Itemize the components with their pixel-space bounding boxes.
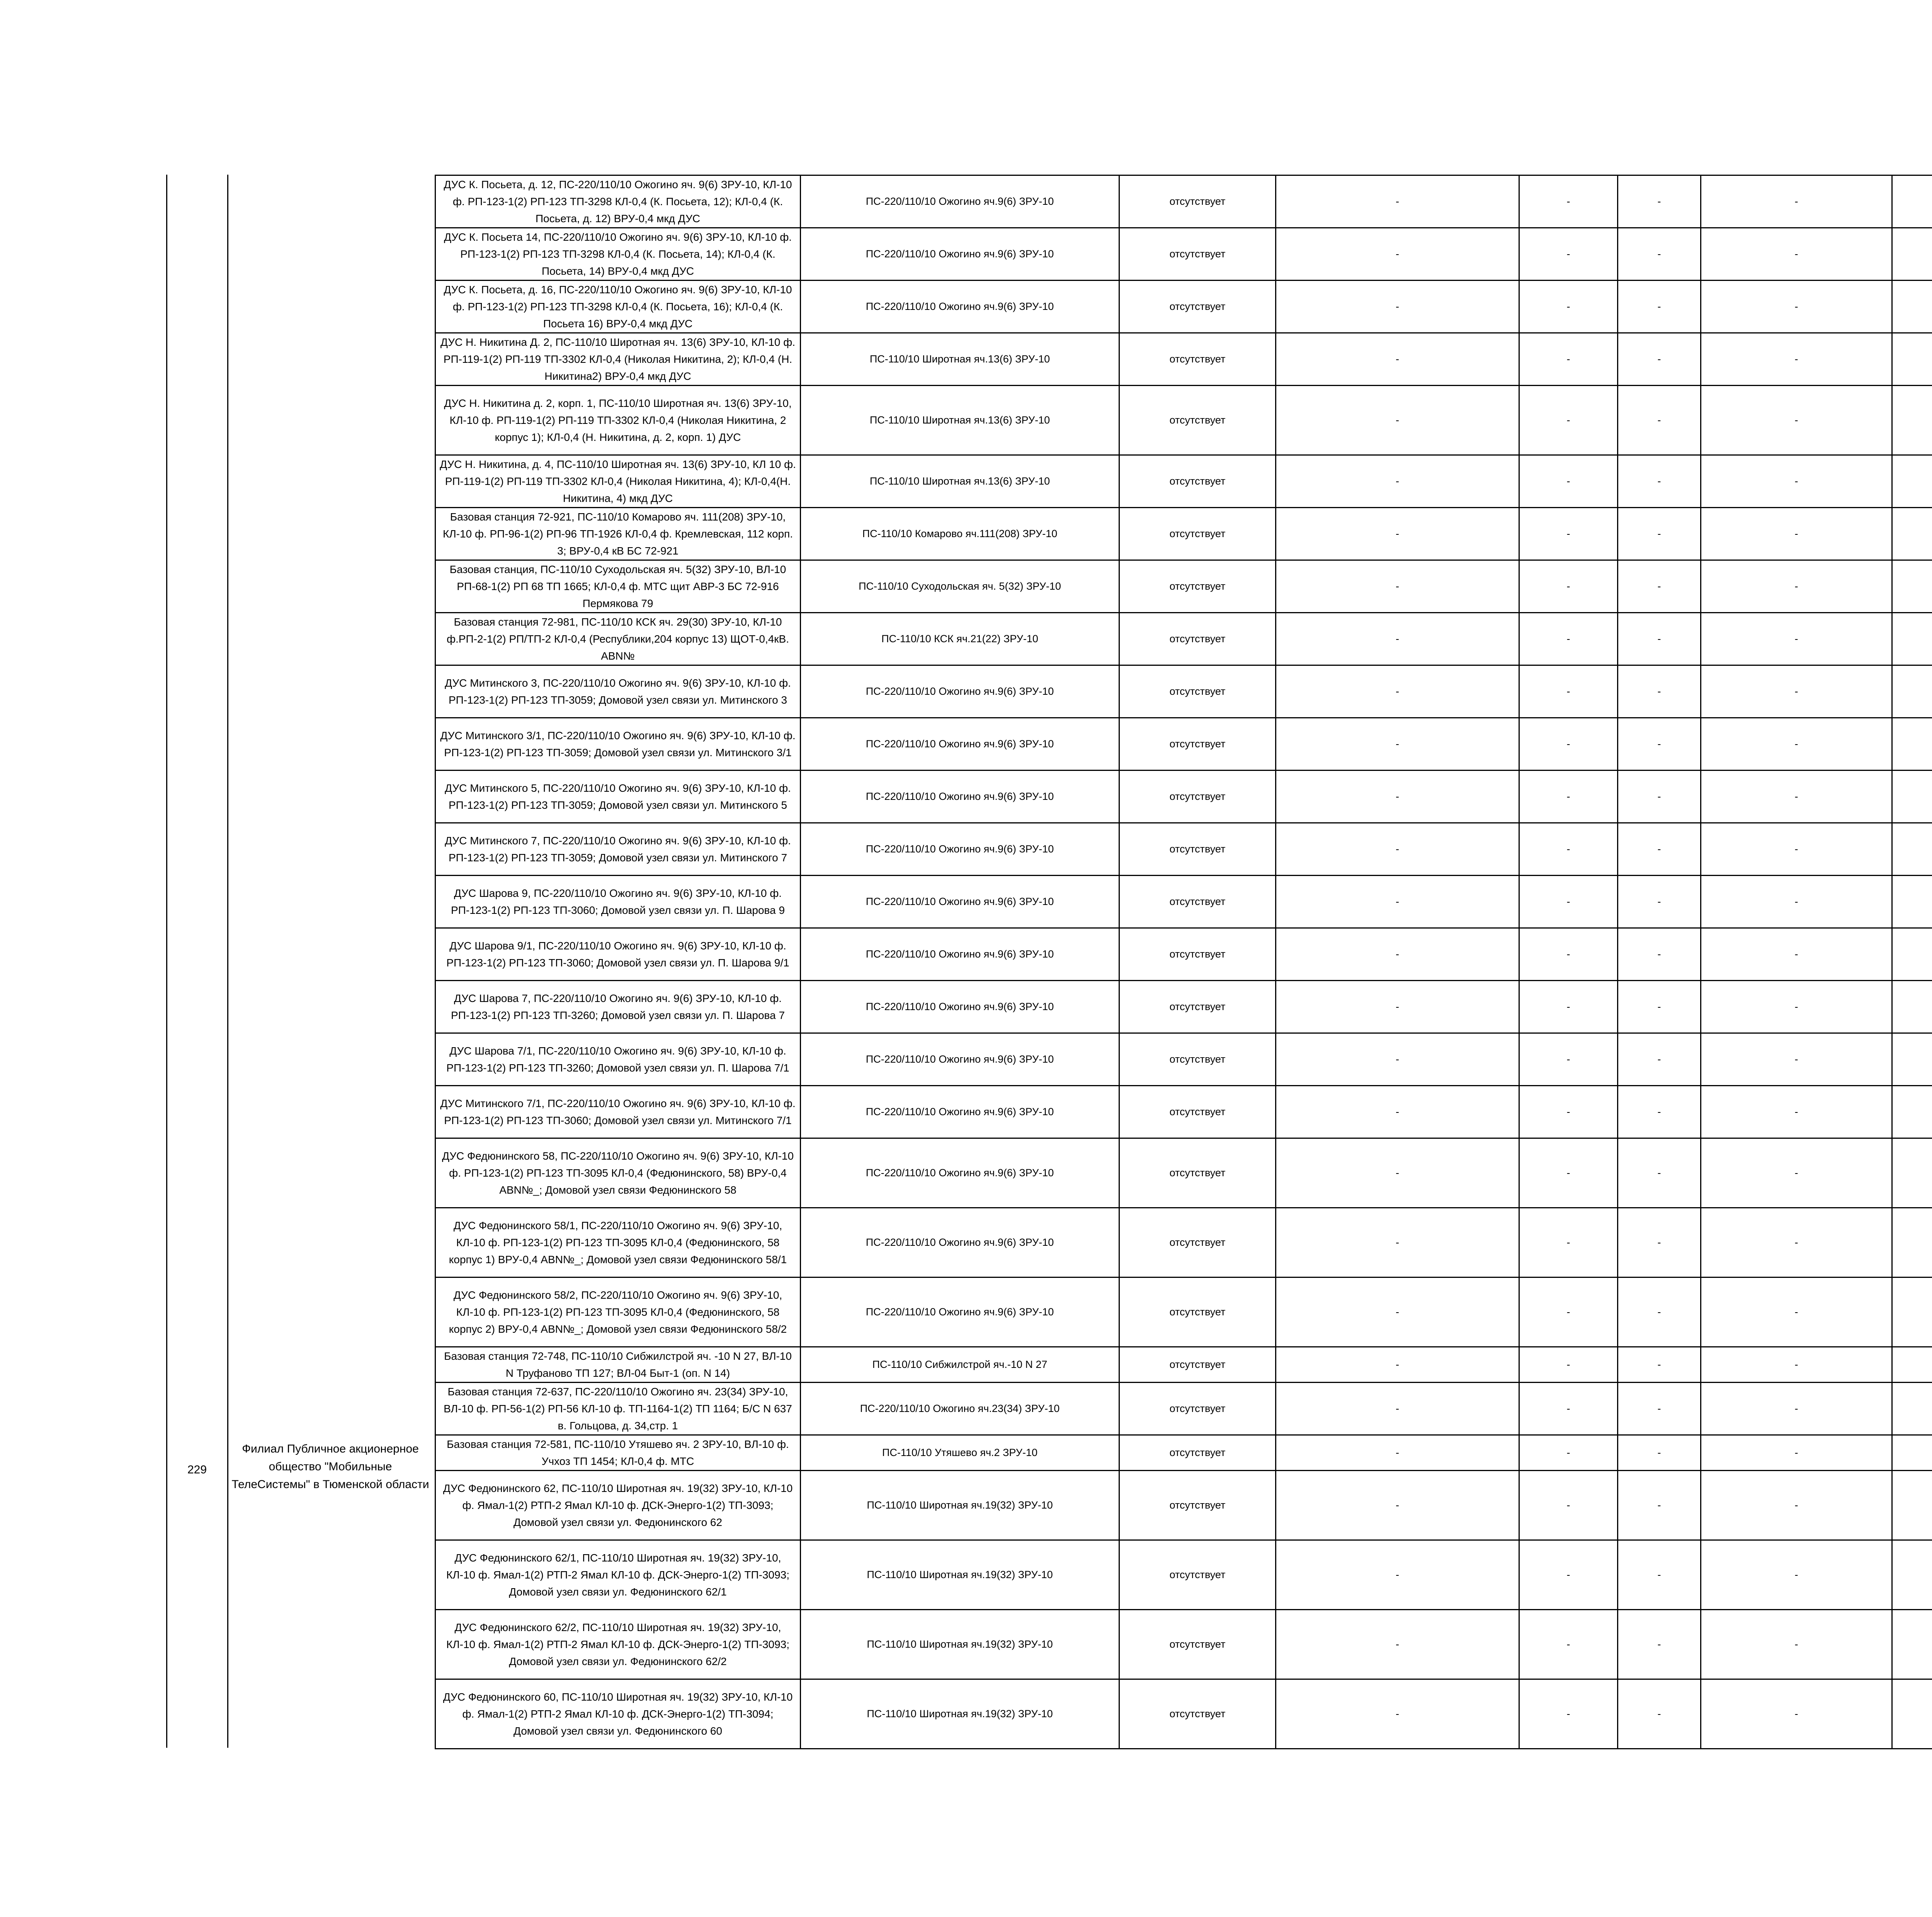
cell-substation: ПС-110/10 Широтная яч.19(32) ЗРУ-10 <box>801 1610 1119 1679</box>
cell-description: ДУС Федюнинского 62/2, ПС-110/10 Широтная яч. 19(32) ЗРУ-10, КЛ-10 ф. Ямал-1(2) РТП-2 Ямал КЛ-10 ф. ДСК-Энерго-1(2) ТП-3093; Домовой узел связи ул. Федюнинского 62/2 <box>435 1610 801 1679</box>
cell-description: ДУС Митинского 3/1, ПС-220/110/10 Ожогино яч. 9(6) ЗРУ-10, КЛ-10 ф. РП-123-1(2) РП-123 ТП-3059; Домовой узел связи ул. Митинского 3/1 <box>435 718 801 771</box>
cell-col4: - <box>1276 823 1519 876</box>
cell-col5: - <box>1519 613 1618 665</box>
cell-col5: - <box>1519 1208 1618 1277</box>
table-row <box>435 771 1932 823</box>
cell-col4: - <box>1276 1208 1519 1277</box>
cell-col7: - <box>1701 1383 1892 1435</box>
cell-col7: - <box>1701 175 1892 228</box>
cell-col7: - <box>1701 823 1892 876</box>
cell-substation: ПС-110/10 Широтная яч.13(6) ЗРУ-10 <box>801 333 1119 386</box>
cell-description: Базовая станция 72-748, ПС-110/10 Сибжилстрой яч. -10 N 27, ВЛ-10 N Труфаново ТП 127; ВЛ-04 Быт-1 (оп. N 14) <box>435 1347 801 1383</box>
cell-col5: - <box>1519 175 1618 228</box>
cell-description: Базовая станция 72-581, ПС-110/10 Утяшево яч. 2 ЗРУ-10, ВЛ-10 ф. Учхоз ТП 1454; КЛ-0,4 ф. МТС <box>435 1435 801 1471</box>
cell-status: отсутствует <box>1119 1033 1276 1086</box>
cell-col8 <box>1892 1033 1932 1086</box>
cell-description: ДУС К. Посьета, д. 12, ПС-220/110/10 Ожогино яч. 9(6) ЗРУ-10, КЛ-10 ф. РП-123-1(2) РП-123 ТП-3298 КЛ-0,4 (К. Посьета, 12); КЛ-0,4 (К. Посьета, д. 12) ВРУ-0,4 мкд ДУС <box>435 175 801 228</box>
cell-col6: - <box>1618 1679 1701 1749</box>
cell-col8 <box>1892 1347 1932 1383</box>
cell-col6: - <box>1618 876 1701 928</box>
cell-col6: - <box>1618 771 1701 823</box>
cell-col7: - <box>1701 1471 1892 1540</box>
cell-substation: ПС-220/110/10 Ожогино яч.9(6) ЗРУ-10 <box>801 1086 1119 1138</box>
table-row <box>435 876 1932 928</box>
cell-col8 <box>1892 1208 1932 1277</box>
cell-col7: - <box>1701 981 1892 1033</box>
cell-status: отсутствует <box>1119 981 1276 1033</box>
cell-col8 <box>1892 1540 1932 1610</box>
cell-status: отсутствует <box>1119 455 1276 508</box>
cell-col4: - <box>1276 1347 1519 1383</box>
cell-col7: - <box>1701 1086 1892 1138</box>
table-row <box>435 981 1932 1033</box>
cell-status: отсутствует <box>1119 1610 1276 1679</box>
cell-description: ДУС Федюнинского 58/1, ПС-220/110/10 Ожогино яч. 9(6) ЗРУ-10, КЛ-10 ф. РП-123-1(2) РП-123 ТП-3095 КЛ-0,4 (Федюнинского, 58 корпус 1) ВРУ-0,4 АВN№_; Домовой узел связи Федюнинского 58/1 <box>435 1208 801 1277</box>
cell-status: отсутствует <box>1119 665 1276 718</box>
cell-col8 <box>1892 386 1932 455</box>
cell-col4: - <box>1276 981 1519 1033</box>
cell-col4: - <box>1276 665 1519 718</box>
cell-substation: ПС-220/110/10 Ожогино яч.23(34) ЗРУ-10 <box>801 1383 1119 1435</box>
table-row <box>435 281 1932 333</box>
cell-col4: - <box>1276 1540 1519 1610</box>
table-row <box>435 1435 1932 1471</box>
cell-status: отсутствует <box>1119 1208 1276 1277</box>
cell-col7: - <box>1701 613 1892 665</box>
cell-col6: - <box>1618 613 1701 665</box>
cell-status: отсутствует <box>1119 1347 1276 1383</box>
cell-col4: - <box>1276 876 1519 928</box>
cell-col6: - <box>1618 1435 1701 1471</box>
cell-col6: - <box>1618 1086 1701 1138</box>
table-row <box>435 823 1932 876</box>
table-row <box>435 386 1932 455</box>
cell-col6: - <box>1618 1471 1701 1540</box>
table-row <box>435 1679 1932 1749</box>
cell-substation: ПС-110/10 КСК яч.21(22) ЗРУ-10 <box>801 613 1119 665</box>
table-row <box>435 455 1932 508</box>
cell-substation: ПС-110/10 Широтная яч.19(32) ЗРУ-10 <box>801 1540 1119 1610</box>
table-row <box>435 928 1932 981</box>
table-row <box>435 1383 1932 1435</box>
cell-col4: - <box>1276 560 1519 613</box>
cell-col4: - <box>1276 1033 1519 1086</box>
cell-description: ДУС Н. Никитина, д. 4, ПС-110/10 Широтная яч. 13(6) ЗРУ-10, КЛ 10 ф. РП-119-1(2) РП-119 ТП-3302 КЛ-0,4 (Николая Никитина, 4); КЛ-0,4(Н. Никитина, 4) мкд ДУС <box>435 455 801 508</box>
cell-col5: - <box>1519 928 1618 981</box>
cell-description: ДУС Митинского 7, ПС-220/110/10 Ожогино яч. 9(6) ЗРУ-10, КЛ-10 ф. РП-123-1(2) РП-123 ТП-3059; Домовой узел связи ул. Митинского 7 <box>435 823 801 876</box>
cell-col6: - <box>1618 1540 1701 1610</box>
table-row <box>435 1347 1932 1383</box>
cell-col6: - <box>1618 281 1701 333</box>
cell-col4: - <box>1276 1435 1519 1471</box>
group-column-border <box>166 175 167 1748</box>
cell-description: ДУС Шарова 9, ПС-220/110/10 Ожогино яч. 9(6) ЗРУ-10, КЛ-10 ф. РП-123-1(2) РП-123 ТП-3060; Домовой узел связи ул. П. Шарова 9 <box>435 876 801 928</box>
cell-col4: - <box>1276 228 1519 281</box>
cell-col4: - <box>1276 1471 1519 1540</box>
cell-col7: - <box>1701 1033 1892 1086</box>
cell-col5: - <box>1519 386 1618 455</box>
cell-col4: - <box>1276 281 1519 333</box>
cell-col4: - <box>1276 1679 1519 1749</box>
cell-col6: - <box>1618 1383 1701 1435</box>
cell-status: отсутствует <box>1119 928 1276 981</box>
cell-col8 <box>1892 1679 1932 1749</box>
cell-col6: - <box>1618 386 1701 455</box>
cell-col4: - <box>1276 1610 1519 1679</box>
cell-description: Базовая станция 72-921, ПС-110/10 Комарово яч. 111(208) ЗРУ-10, КЛ-10 ф. РП-96-1(2) РП-96 ТП-1926 КЛ-0,4 ф. Кремлевская, 112 корп. 3; ВРУ-0,4 кВ БС 72-921 <box>435 508 801 560</box>
table-row <box>435 1540 1932 1610</box>
cell-description: ДУС К. Посьета 14, ПС-220/110/10 Ожогино яч. 9(6) ЗРУ-10, КЛ-10 ф. РП-123-1(2) РП-123 ТП-3298 КЛ-0,4 (К. Посьета, 14); КЛ-0,4 (К. Посьета, 14) ВРУ-0,4 мкд ДУС <box>435 228 801 281</box>
cell-col7: - <box>1701 876 1892 928</box>
cell-col5: - <box>1519 823 1618 876</box>
cell-col7: - <box>1701 333 1892 386</box>
cell-col6: - <box>1618 1033 1701 1086</box>
table-row <box>435 1138 1932 1208</box>
table-row <box>435 228 1932 281</box>
cell-col5: - <box>1519 333 1618 386</box>
cell-status: отсутствует <box>1119 333 1276 386</box>
cell-substation: ПС-220/110/10 Ожогино яч.9(6) ЗРУ-10 <box>801 981 1119 1033</box>
cell-col8 <box>1892 281 1932 333</box>
cell-description: ДУС К. Посьета, д. 16, ПС-220/110/10 Ожогино яч. 9(6) ЗРУ-10, КЛ-10 ф. РП-123-1(2) РП-123 ТП-3298 КЛ-0,4 (К. Посьета, 16); КЛ-0,4 (К. Посьета 16) ВРУ-0,4 мкд ДУС <box>435 281 801 333</box>
cell-col5: - <box>1519 718 1618 771</box>
cell-col5: - <box>1519 455 1618 508</box>
cell-col4: - <box>1276 333 1519 386</box>
cell-substation: ПС-220/110/10 Ожогино яч.9(6) ЗРУ-10 <box>801 1208 1119 1277</box>
cell-col8 <box>1892 1277 1932 1347</box>
cell-col8 <box>1892 823 1932 876</box>
cell-status: отсутствует <box>1119 175 1276 228</box>
cell-col7: - <box>1701 281 1892 333</box>
cell-col8 <box>1892 771 1932 823</box>
cell-substation: ПС-220/110/10 Ожогино яч.9(6) ЗРУ-10 <box>801 928 1119 981</box>
cell-col5: - <box>1519 560 1618 613</box>
cell-substation: ПС-110/10 Широтная яч.13(6) ЗРУ-10 <box>801 455 1119 508</box>
cell-col5: - <box>1519 1679 1618 1749</box>
cell-col5: - <box>1519 1086 1618 1138</box>
cell-col7: - <box>1701 386 1892 455</box>
cell-col7: - <box>1701 1540 1892 1610</box>
cell-col5: - <box>1519 228 1618 281</box>
cell-col8 <box>1892 1086 1932 1138</box>
cell-substation: ПС-110/10 Суходольская яч. 5(32) ЗРУ-10 <box>801 560 1119 613</box>
cell-description: ДУС Федюнинского 60, ПС-110/10 Широтная яч. 19(32) ЗРУ-10, КЛ-10 ф. Ямал-1(2) РТП-2 Ямал КЛ-10 ф. ДСК-Энерго-1(2) ТП-3094; Домовой узел связи ул. Федюнинского 60 <box>435 1679 801 1749</box>
cell-col8 <box>1892 175 1932 228</box>
cell-col6: - <box>1618 1347 1701 1383</box>
cell-col6: - <box>1618 823 1701 876</box>
cell-description: ДУС Федюнинского 58/2, ПС-220/110/10 Ожогино яч. 9(6) ЗРУ-10, КЛ-10 ф. РП-123-1(2) РП-123 ТП-3095 КЛ-0,4 (Федюнинского, 58 корпус 2) ВРУ-0,4 АВN№_; Домовой узел связи Федюнинского 58/2 <box>435 1277 801 1347</box>
cell-col8 <box>1892 1435 1932 1471</box>
cell-description: Базовая станция 72-637, ПС-220/110/10 Ожогино яч. 23(34) ЗРУ-10, ВЛ-10 ф. РП-56-1(2) РП-56 КЛ-10 ф. ТП-1164-1(2) ТП 1164; Б/С N 637 в. Гольцова, д. 34,стр. 1 <box>435 1383 801 1435</box>
cell-substation: ПС-110/10 Широтная яч.19(32) ЗРУ-10 <box>801 1471 1119 1540</box>
cell-col5: - <box>1519 281 1618 333</box>
table-row <box>435 1033 1932 1086</box>
cell-status: отсутствует <box>1119 1086 1276 1138</box>
cell-substation: ПС-220/110/10 Ожогино яч.9(6) ЗРУ-10 <box>801 281 1119 333</box>
cell-col6: - <box>1618 333 1701 386</box>
cell-col7: - <box>1701 1138 1892 1208</box>
cell-col8 <box>1892 1471 1932 1540</box>
cell-description: ДУС Митинского 5, ПС-220/110/10 Ожогино яч. 9(6) ЗРУ-10, КЛ-10 ф. РП-123-1(2) РП-123 ТП-3059; Домовой узел связи ул. Митинского 5 <box>435 771 801 823</box>
cell-status: отсутствует <box>1119 876 1276 928</box>
cell-substation: ПС-220/110/10 Ожогино яч.9(6) ЗРУ-10 <box>801 718 1119 771</box>
cell-col5: - <box>1519 1471 1618 1540</box>
cell-col4: - <box>1276 1086 1519 1138</box>
cell-col8 <box>1892 876 1932 928</box>
table-row <box>435 1208 1932 1277</box>
cell-col7: - <box>1701 1679 1892 1749</box>
cell-col4: - <box>1276 508 1519 560</box>
table-row <box>435 1277 1932 1347</box>
cell-substation: ПС-110/10 Сибжилстрой яч.-10 N 27 <box>801 1347 1119 1383</box>
cell-status: отсутствует <box>1119 823 1276 876</box>
cell-description: ДУС Н. Никитина д. 2, корп. 1, ПС-110/10 Широтная яч. 13(6) ЗРУ-10, КЛ-10 ф. РП-119-1(2) РП-119 ТП-3302 КЛ-0,4 (Николая Никитина, 2 корпус 1); КЛ-0,4 (Н. Никитина, д. 2, корп. 1) ДУС <box>435 386 801 455</box>
cell-col5: - <box>1519 1610 1618 1679</box>
data-table <box>435 175 1932 1749</box>
cell-col6: - <box>1618 665 1701 718</box>
cell-description: ДУС Шарова 7/1, ПС-220/110/10 Ожогино яч. 9(6) ЗРУ-10, КЛ-10 ф. РП-123-1(2) РП-123 ТП-3260; Домовой узел связи ул. П. Шарова 7/1 <box>435 1033 801 1086</box>
cell-col5: - <box>1519 1277 1618 1347</box>
cell-col5: - <box>1519 1138 1618 1208</box>
cell-col8 <box>1892 560 1932 613</box>
cell-col4: - <box>1276 1383 1519 1435</box>
cell-description: ДУС Федюнинского 62, ПС-110/10 Широтная яч. 19(32) ЗРУ-10, КЛ-10 ф. Ямал-1(2) РТП-2 Ямал КЛ-10 ф. ДСК-Энерго-1(2) ТП-3093; Домовой узел связи ул. Федюнинского 62 <box>435 1471 801 1540</box>
table-row <box>435 1610 1932 1679</box>
cell-col4: - <box>1276 455 1519 508</box>
cell-substation: ПС-220/110/10 Ожогино яч.9(6) ЗРУ-10 <box>801 665 1119 718</box>
cell-status: отсутствует <box>1119 560 1276 613</box>
cell-col8 <box>1892 928 1932 981</box>
cell-col5: - <box>1519 1033 1618 1086</box>
cell-col6: - <box>1618 455 1701 508</box>
cell-substation: ПС-110/10 Широтная яч.13(6) ЗРУ-10 <box>801 386 1119 455</box>
cell-col7: - <box>1701 1208 1892 1277</box>
cell-col8 <box>1892 455 1932 508</box>
cell-col6: - <box>1618 1208 1701 1277</box>
table-row <box>435 560 1932 613</box>
cell-col8 <box>1892 981 1932 1033</box>
table-row <box>435 665 1932 718</box>
cell-col8 <box>1892 718 1932 771</box>
cell-col7: - <box>1701 508 1892 560</box>
cell-status: отсутствует <box>1119 1679 1276 1749</box>
cell-col4: - <box>1276 928 1519 981</box>
cell-substation: ПС-220/110/10 Ожогино яч.9(6) ЗРУ-10 <box>801 876 1119 928</box>
cell-status: отсутствует <box>1119 508 1276 560</box>
cell-col6: - <box>1618 1138 1701 1208</box>
cell-status: отсутствует <box>1119 1138 1276 1208</box>
cell-col8 <box>1892 508 1932 560</box>
cell-col6: - <box>1618 560 1701 613</box>
table-row <box>435 1086 1932 1138</box>
cell-description: ДУС Федюнинского 62/1, ПС-110/10 Широтная яч. 19(32) ЗРУ-10, КЛ-10 ф. Ямал-1(2) РТП-2 Ямал КЛ-10 ф. ДСК-Энерго-1(2) ТП-3093; Домовой узел связи ул. Федюнинского 62/1 <box>435 1540 801 1610</box>
cell-description: ДУС Шарова 7, ПС-220/110/10 Ожогино яч. 9(6) ЗРУ-10, КЛ-10 ф. РП-123-1(2) РП-123 ТП-3260; Домовой узел связи ул. П. Шарова 7 <box>435 981 801 1033</box>
cell-substation: ПС-220/110/10 Ожогино яч.9(6) ЗРУ-10 <box>801 771 1119 823</box>
cell-description: ДУС Митинского 7/1, ПС-220/110/10 Ожогино яч. 9(6) ЗРУ-10, КЛ-10 ф. РП-123-1(2) РП-123 ТП-3060; Домовой узел связи ул. Митинского 7/1 <box>435 1086 801 1138</box>
cell-substation: ПС-110/10 Широтная яч.19(32) ЗРУ-10 <box>801 1679 1119 1749</box>
cell-substation: ПС-220/110/10 Ожогино яч.9(6) ЗРУ-10 <box>801 823 1119 876</box>
cell-status: отсутствует <box>1119 1277 1276 1347</box>
cell-col4: - <box>1276 613 1519 665</box>
organization-name: Филиал Публичное акционерное общество "Мобильные ТелеСистемы" в Тюменской области <box>231 1442 429 1491</box>
cell-description: ДУС Митинского 3, ПС-220/110/10 Ожогино яч. 9(6) ЗРУ-10, КЛ-10 ф. РП-123-1(2) РП-123 ТП-3059; Домовой узел связи ул. Митинского 3 <box>435 665 801 718</box>
cell-description: Базовая станция 72-981, ПС-110/10 КСК яч. 29(30) ЗРУ-10, КЛ-10 ф.РП-2-1(2) РП/ТП-2 КЛ-0,4 (Республики,204 корпус 13) ЩОТ-0,4кВ. АВN№ <box>435 613 801 665</box>
table-row <box>435 1471 1932 1540</box>
table-row <box>435 175 1932 228</box>
cell-col5: - <box>1519 1347 1618 1383</box>
table-row <box>435 613 1932 665</box>
cell-col7: - <box>1701 718 1892 771</box>
cell-substation: ПС-220/110/10 Ожогино яч.9(6) ЗРУ-10 <box>801 228 1119 281</box>
cell-status: отсутствует <box>1119 613 1276 665</box>
cell-col4: - <box>1276 718 1519 771</box>
cell-col4: - <box>1276 771 1519 823</box>
cell-description: Базовая станция, ПС-110/10 Суходольская яч. 5(32) ЗРУ-10, ВЛ-10 РП-68-1(2) РП 68 ТП 1665; КЛ-0,4 ф. МТС щит АВР-3 БС 72-916 Пермякова 79 <box>435 560 801 613</box>
cell-col4: - <box>1276 1138 1519 1208</box>
cell-status: отсутствует <box>1119 718 1276 771</box>
table-row <box>435 333 1932 386</box>
group-columns <box>166 175 435 1748</box>
cell-col6: - <box>1618 1610 1701 1679</box>
cell-col8 <box>1892 1610 1932 1679</box>
cell-col7: - <box>1701 1610 1892 1679</box>
cell-col5: - <box>1519 1540 1618 1610</box>
cell-col7: - <box>1701 665 1892 718</box>
cell-col8 <box>1892 1138 1932 1208</box>
cell-description: ДУС Федюнинского 58, ПС-220/110/10 Ожогино яч. 9(6) ЗРУ-10, КЛ-10 ф. РП-123-1(2) РП-123 ТП-3095 КЛ-0,4 (Федюнинского, 58) ВРУ-0,4 АВN№_; Домовой узел связи Федюнинского 58 <box>435 1138 801 1208</box>
cell-status: отсутствует <box>1119 1540 1276 1610</box>
cell-col7: - <box>1701 771 1892 823</box>
cell-substation: ПС-220/110/10 Ожогино яч.9(6) ЗРУ-10 <box>801 175 1119 228</box>
cell-col8 <box>1892 665 1932 718</box>
cell-col7: - <box>1701 560 1892 613</box>
cell-status: отсутствует <box>1119 386 1276 455</box>
cell-description: ДУС Н. Никитина Д. 2, ПС-110/10 Широтная яч. 13(6) ЗРУ-10, КЛ-10 ф. РП-119-1(2) РП-119 ТП-3302 КЛ-0,4 (Николая Никитина, 2); КЛ-0,4 (Н. Никитина2) ВРУ-0,4 мкд ДУС <box>435 333 801 386</box>
cell-status: отсутствует <box>1119 1435 1276 1471</box>
cell-col6: - <box>1618 928 1701 981</box>
cell-substation: ПС-220/110/10 Ожогино яч.9(6) ЗРУ-10 <box>801 1033 1119 1086</box>
cell-col5: - <box>1519 1383 1618 1435</box>
cell-col5: - <box>1519 1435 1618 1471</box>
cell-col6: - <box>1618 718 1701 771</box>
table-sheet <box>166 175 1932 1748</box>
cell-status: отсутствует <box>1119 281 1276 333</box>
cell-col5: - <box>1519 876 1618 928</box>
group-column-border <box>227 175 228 1748</box>
cell-col6: - <box>1618 175 1701 228</box>
table-row <box>435 508 1932 560</box>
cell-col6: - <box>1618 228 1701 281</box>
cell-substation: ПС-220/110/10 Ожогино яч.9(6) ЗРУ-10 <box>801 1138 1119 1208</box>
cell-col7: - <box>1701 455 1892 508</box>
cell-col5: - <box>1519 981 1618 1033</box>
cell-col7: - <box>1701 1277 1892 1347</box>
cell-col8 <box>1892 333 1932 386</box>
cell-col6: - <box>1618 981 1701 1033</box>
table-row <box>435 718 1932 771</box>
cell-status: отсутствует <box>1119 1471 1276 1540</box>
cell-col4: - <box>1276 386 1519 455</box>
cell-status: отсутствует <box>1119 1383 1276 1435</box>
cell-substation: ПС-220/110/10 Ожогино яч.9(6) ЗРУ-10 <box>801 1277 1119 1347</box>
cell-description: ДУС Шарова 9/1, ПС-220/110/10 Ожогино яч. 9(6) ЗРУ-10, КЛ-10 ф. РП-123-1(2) РП-123 ТП-3060; Домовой узел связи ул. П. Шарова 9/1 <box>435 928 801 981</box>
cell-col7: - <box>1701 1435 1892 1471</box>
cell-status: отсутствует <box>1119 771 1276 823</box>
cell-col4: - <box>1276 1277 1519 1347</box>
cell-col5: - <box>1519 771 1618 823</box>
cell-col5: - <box>1519 665 1618 718</box>
cell-substation: ПС-110/10 Комарово яч.111(208) ЗРУ-10 <box>801 508 1119 560</box>
cell-status: отсутствует <box>1119 228 1276 281</box>
table-body <box>435 175 1932 1749</box>
row-number: 229 <box>187 1463 207 1476</box>
cell-col6: - <box>1618 1277 1701 1347</box>
cell-substation: ПС-110/10 Утяшево яч.2 ЗРУ-10 <box>801 1435 1119 1471</box>
cell-col7: - <box>1701 228 1892 281</box>
cell-col8 <box>1892 613 1932 665</box>
cell-col5: - <box>1519 508 1618 560</box>
cell-col8 <box>1892 228 1932 281</box>
cell-col7: - <box>1701 1347 1892 1383</box>
cell-col7: - <box>1701 928 1892 981</box>
cell-col8 <box>1892 1383 1932 1435</box>
cell-col6: - <box>1618 508 1701 560</box>
cell-col4: - <box>1276 175 1519 228</box>
